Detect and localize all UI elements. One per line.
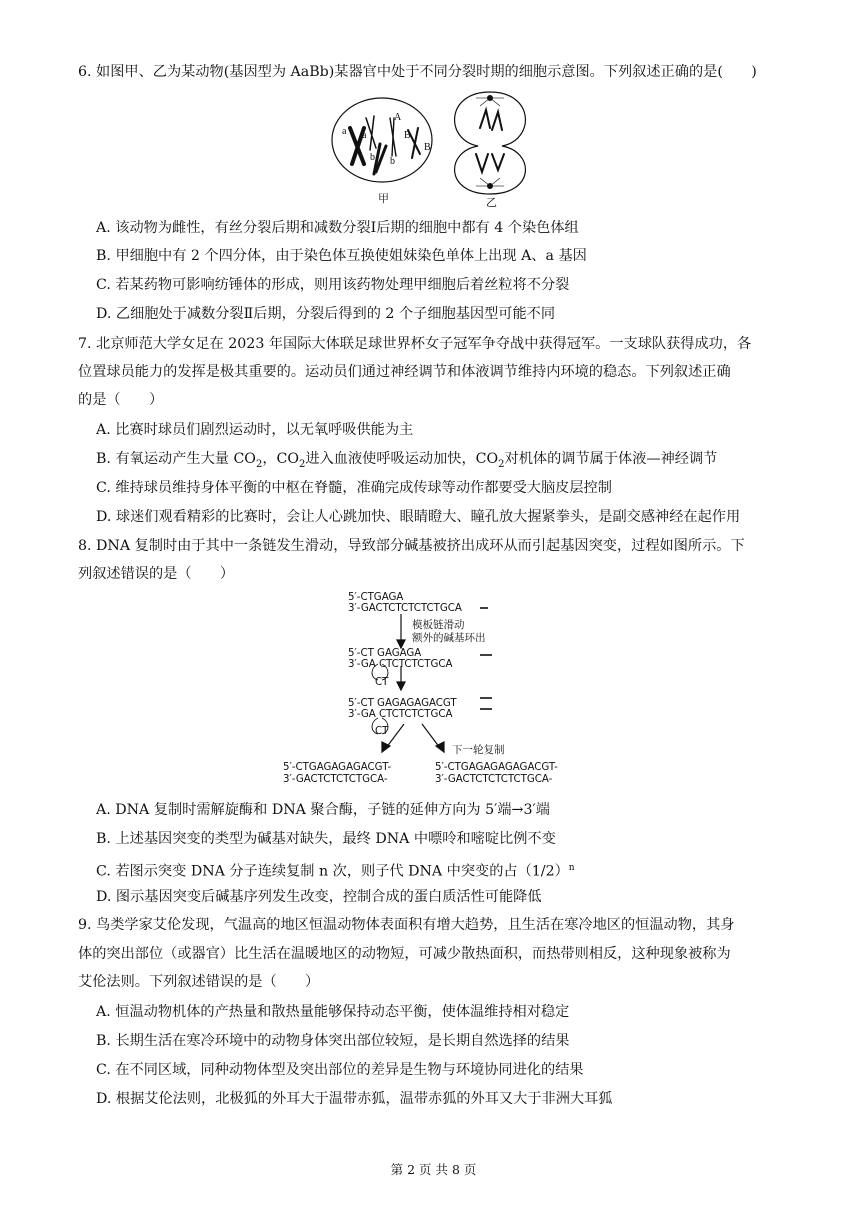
- q7-stem-line2: 位置球员能力的发挥是极其重要的。运动员们通过神经调节和体液调节维持内环境的稳态。下列叙述正确: [78, 364, 731, 380]
- q9-option-a: A. 恒温动物机体的产热量和散热量能够保持动态平衡，使体温维持相对稳定: [96, 1004, 570, 1020]
- q9-stem-line2: 体的突出部位（或器官）比生活在温暖地区的动物短，可减少散热面积，而热带则相反，这种现象被称为: [78, 946, 731, 962]
- q8-option-a: A. DNA 复制时需解旋酶和 DNA 聚合酶，子链的延伸方向为 5′端→3′端: [96, 802, 550, 818]
- right-product-top: 5′-CTGAGAGAGAGACGT-: [435, 762, 558, 773]
- q6-option-d: D. 乙细胞处于减数分裂Ⅱ后期，分裂后得到的 2 个子细胞基因型可能不同: [96, 306, 556, 322]
- label-jia: 甲: [378, 193, 389, 205]
- q7-option-b: B. 有氧运动产生大量 $CO_2$，$CO_2$进入血液使呼吸运动加快，$CO_2$对机体的调节属于体液—神经调节: [96, 451, 718, 470]
- q6-option-b: B. 甲细胞中有 2 个四分体，由于染色体互换使姐妹染色单体上出现 A、a 基因: [96, 248, 587, 264]
- note-loop-out: 额外的碱基环出: [412, 632, 486, 644]
- q8-stem-line1: 8. DNA 复制时由于其中一条链发生滑动，导致部分碱基被挤出成环从而引起基因突变，过程如图所示。下: [78, 538, 745, 554]
- gene-B-1: B: [404, 130, 411, 141]
- seq3-top: 5′-CT GAGAGAGACGT: [348, 698, 457, 709]
- gene-a-2: a: [362, 130, 367, 141]
- cell-jia-chromosomes: [350, 116, 420, 174]
- q8-option-d: D. 图示基因突变后碱基序列发生改变，控制合成的蛋白质活性可能降低: [96, 889, 542, 905]
- q7-stem-line1: 7. 北京师范大学女足在 2023 年国际大体联足球世界杯女子冠军争夺战中获得冠军。一支球队获得成功，各: [78, 336, 752, 352]
- label-yi: 乙: [486, 197, 497, 208]
- seq2-bottom: 3′-GA CTCTCTCTGCA: [348, 659, 453, 670]
- gene-b-1: b: [370, 152, 375, 163]
- page-footer: 第 2 页 共 8 页: [390, 1162, 477, 1177]
- q9-option-d: D. 根据艾伦法则，北极狐的外耳大于温带赤狐，温带赤狐的外耳又大于非洲大耳狐: [96, 1091, 613, 1107]
- q6-option-c: C. 若某药物可影响纺锤体的形成，则用该药物处理甲细胞后着丝粒将不分裂: [96, 277, 570, 293]
- q9-stem-line1: 9. 鸟类学家艾伦发现，气温高的地区恒温动物体表面积有增大趋势，且生活在寒冷地区的恒温动物，其身: [78, 917, 735, 933]
- loop2-bases: CT: [375, 726, 389, 737]
- q8-option-c: C. 若图示突变 DNA 分子连续复制 n 次，则子代 DNA 中突变的占$(1/2)^n$: [96, 863, 575, 880]
- cell-jia-outline: [332, 98, 432, 182]
- q8-option-b: B. 上述基因突变的类型为碱基对缺失，最终 DNA 中嘌呤和嘧啶比例不变: [96, 831, 556, 847]
- q6-stem: 6. 如图甲、乙为某动物(基因型为 AaBb)某器官中处于不同分裂时期的细胞示意图。下列叙述正确的是( ): [78, 64, 757, 80]
- gene-B-2: B: [424, 142, 431, 153]
- note-template-slip: 模板链滑动: [412, 619, 465, 631]
- cell-division-figure: [330, 88, 540, 208]
- cell-yi-outline: [455, 92, 526, 194]
- q6-option-a: A. 该动物为雌性，有丝分裂后期和减数分裂Ⅰ后期的细胞中都有 4 个染色体组: [96, 220, 579, 236]
- seq2-top: 5′-CT GAGAGA: [348, 648, 422, 659]
- right-product-bottom: 3′-GACTCTCTCTCTGCA-: [435, 774, 553, 785]
- gene-A: A: [394, 112, 402, 123]
- left-product-top: 5′-CTGAGAGAGACGT-: [283, 762, 392, 773]
- gene-b-2: b: [390, 156, 395, 167]
- q7-option-a: A. 比赛时球员们剧烈运动时，以无氧呼吸供能为主: [96, 422, 414, 438]
- q9-stem-line3: 艾伦法则。下列叙述错误的是（ ）: [78, 974, 320, 990]
- seq3-bottom: 3′-GA CTCTCTCTGCA: [348, 709, 453, 720]
- gene-a-1: a: [342, 126, 347, 137]
- q9-option-b: B. 长期生活在寒冷环境中的动物身体突出部位较短，是长期自然选择的结果: [96, 1033, 570, 1049]
- q9-option-c: C. 在不同区域，同种动物体型及突出部位的差异是生物与环境协同进化的结果: [96, 1062, 584, 1078]
- seq1-top: 5′-CTGAGA: [348, 592, 404, 603]
- cell-yi-poles: [487, 95, 493, 189]
- loop1-bases: CT: [375, 677, 389, 688]
- q7-stem-line3: 的是（ ）: [78, 392, 164, 408]
- cell-yi-spindle: [476, 98, 504, 186]
- cell-yi-chromosomes: [476, 110, 504, 172]
- q7-option-d: D. 球迷们观看精彩的比赛时，会让人心跳加快、眼睛瞪大、瞳孔放大握紧拳头，是副交感神经在起作用: [96, 509, 741, 525]
- note-next-round: 下一轮复制: [452, 744, 505, 756]
- q7-option-c: C. 维持球员维持身体平衡的中枢在脊髓，准确完成传球等动作都要受大脑皮层控制: [96, 480, 612, 496]
- q8-stem-line2: 列叙述错误的是（ ）: [78, 566, 235, 582]
- left-product-bottom: 3′-GACTCTCTCTGCA-: [283, 774, 388, 785]
- seq1-bottom: 3′-GACTCTCTCTCTGCA: [348, 603, 462, 614]
